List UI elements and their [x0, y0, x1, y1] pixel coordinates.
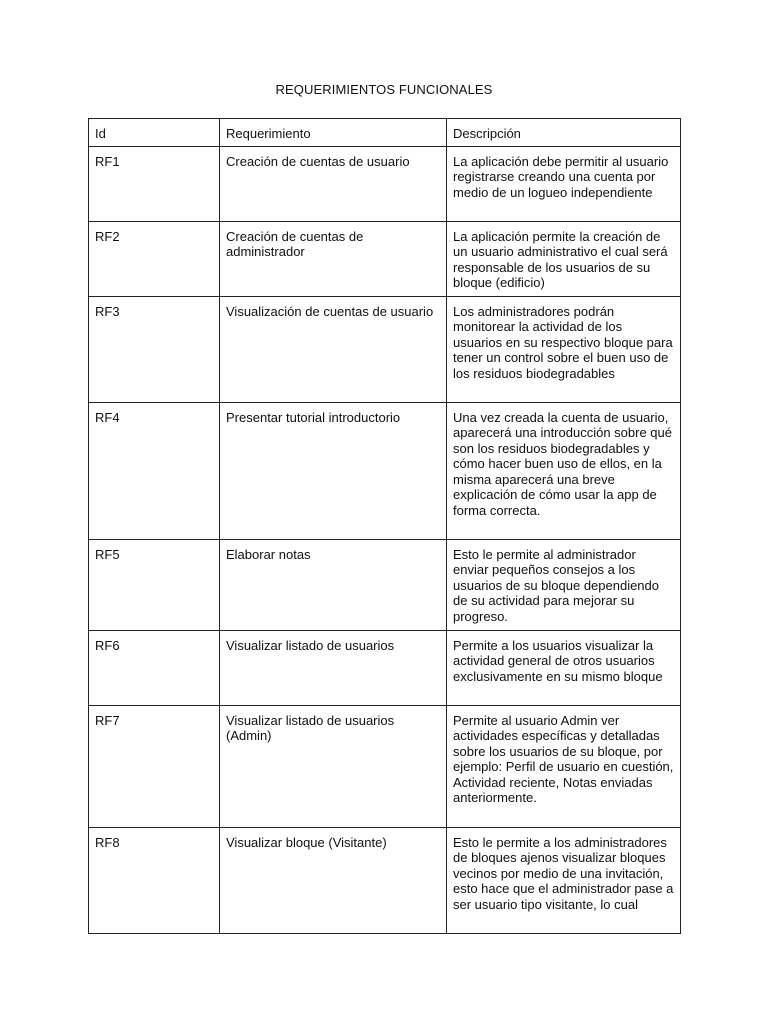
header-id: Id [89, 119, 220, 147]
table-row [89, 221, 681, 296]
row-requirement: Creación de cuentas de usuario [220, 146, 447, 221]
row-requirement: Elaborar notas [220, 539, 447, 630]
table-row [89, 630, 681, 705]
row-requirement: Visualización de cuentas de usuario [220, 296, 447, 402]
row-description: La aplicación debe permitir al usuario registrarse creando una cuenta por medio de un logueo independiente [447, 146, 681, 221]
row-description: Esto le permite al administrador enviar pequeños consejos a los usuarios de su bloque dependiendo de su actividad para mejorar su progreso. [447, 539, 681, 630]
row-id: RF4 [89, 402, 220, 539]
table-row [89, 705, 681, 827]
row-requirement: Visualizar bloque (Visitante) [220, 827, 447, 933]
table-row [89, 827, 681, 933]
row-id: RF2 [89, 221, 220, 296]
row-description: Permite al usuario Admin ver actividades específicas y detalladas sobre los usuarios de su bloque, por ejemplo: Perfil de usuario en cuestión, Actividad reciente, Notas enviadas anteriormente. [447, 705, 681, 827]
requirements-table [88, 118, 681, 934]
row-description: La aplicación permite la creación de un usuario administrativo el cual será responsable de los usuarios de su bloque (edificio) [447, 221, 681, 296]
row-requirement: Creación de cuentas de administrador [220, 221, 447, 296]
document-title: REQUERIMIENTOS FUNCIONALES [275, 82, 493, 97]
row-requirement: Presentar tutorial introductorio [220, 402, 447, 539]
table-row [89, 539, 681, 630]
row-requirement: Visualizar listado de usuarios [220, 630, 447, 705]
row-description: Esto le permite a los administradores de bloques ajenos visualizar bloques vecinos por medio de una invitación, esto hace que el administrador pase a ser usuario tipo visitante, lo cual [447, 827, 681, 933]
table-row [89, 402, 681, 539]
row-description: Permite a los usuarios visualizar la actividad general de otros usuarios exclusivamente en su mismo bloque [447, 630, 681, 705]
table-row [89, 146, 681, 221]
row-id: RF6 [89, 630, 220, 705]
row-id: RF1 [89, 146, 220, 221]
row-requirement: Visualizar listado de usuarios (Admin) [220, 705, 447, 827]
header-requirement: Requerimiento [220, 119, 447, 147]
table-header-row [89, 119, 681, 147]
header-description: Descripción [447, 119, 681, 147]
row-description: Una vez creada la cuenta de usuario, aparecerá una introducción sobre qué son los residuos biodegradables y cómo hacer buen uso de ellos, en la misma aparecerá una breve explicación de cómo usar la app de forma correcta. [447, 402, 681, 539]
row-id: RF3 [89, 296, 220, 402]
row-description: Los administradores podrán monitorear la actividad de los usuarios en su respectivo bloque para tener un control sobre el buen uso de los residuos biodegradables [447, 296, 681, 402]
table-row [89, 296, 681, 402]
row-id: RF8 [89, 827, 220, 933]
row-id: RF7 [89, 705, 220, 827]
row-id: RF5 [89, 539, 220, 630]
